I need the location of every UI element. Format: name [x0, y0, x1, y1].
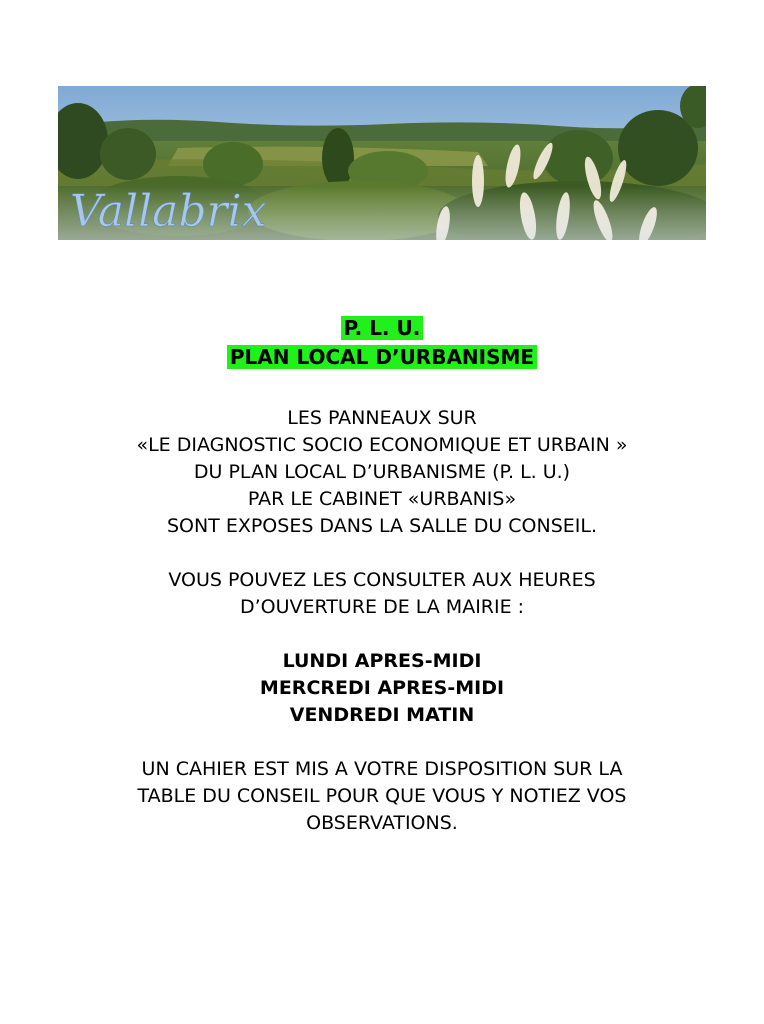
- notice-line: D’OUVERTURE DE LA MAIRIE :: [239, 596, 525, 618]
- opening-hours-item: LUNDI APRES-MIDI: [282, 650, 482, 672]
- notice-line: DU PLAN LOCAL D’URBANISME (P. L. U.): [193, 461, 571, 483]
- opening-hours-item: VENDREDI MATIN: [289, 704, 475, 726]
- notice-line: TABLE DU CONSEIL POUR QUE VOUS Y NOTIEZ VOS: [137, 785, 627, 807]
- notice-line: SONT EXPOSES DANS LA SALLE DU CONSEIL.: [166, 515, 598, 537]
- notice-line: UN CAHIER EST MIS A VOTRE DISPOSITION SUR LA: [141, 758, 623, 780]
- heading-line-1: P. L. U.: [341, 316, 424, 340]
- opening-hours-item: MERCREDI APRES-MIDI: [259, 677, 505, 699]
- notice-line: VOUS POUVEZ LES CONSULTER AUX HEURES: [168, 569, 596, 591]
- notice-line: «LE DIAGNOSTIC SOCIO ECONOMIQUE ET URBAIN »: [136, 434, 628, 456]
- notice-line: LES PANNEAUX SUR: [287, 407, 477, 429]
- heading-line-2: PLAN LOCAL D’URBANISME: [227, 345, 537, 369]
- header-banner-image: [58, 86, 706, 240]
- banner-logo-text: Vallabrix: [70, 186, 267, 237]
- notice-line: PAR LE CABINET «URBANIS»: [247, 488, 517, 510]
- notice-line: OBSERVATIONS.: [306, 812, 458, 834]
- landscape-photo: [58, 86, 706, 240]
- notice-body: [0, 405, 764, 837]
- heading-block: [0, 314, 764, 372]
